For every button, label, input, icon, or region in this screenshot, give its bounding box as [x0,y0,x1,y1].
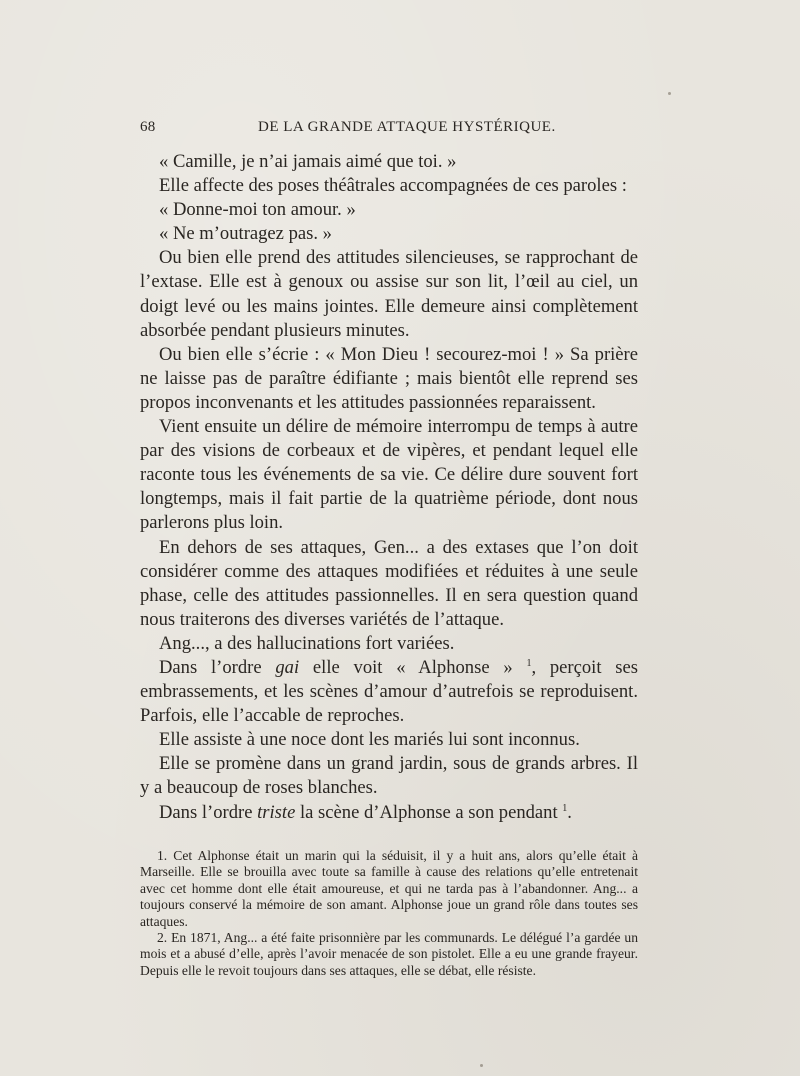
footnote: 2. En 1871, Ang... a été faite prisonnière par les communards. Le délégué l’a gardée un mois et a abusé d’elle, après l’avoir menacée de son pistolet. Elle a eu une grande frayeur. Depuis elle le revoit toujours dans ses attaques, elle se débat, elle résiste. [140,930,638,978]
paragraph [140,801,638,825]
text-run: Dans l’ordre [159,656,276,678]
paragraph [140,656,638,728]
footnote-ref: 1 [526,657,532,669]
running-title: DE LA GRANDE ATTAQUE HYSTÉRIQUE. [258,119,556,135]
paragraph: Elle affecte des poses théâtrales accompagnées de ces paroles : [159,175,627,197]
paragraph: Elle assiste à une noce dont les mariés lui sont inconnus. [159,729,580,751]
paragraph: « Donne-moi ton amour. » [159,199,356,221]
paragraph: Vient ensuite un délire de mémoire interrompu de temps à autre par des visions de corbeaux et de vipères, et pendant lequel elle raconte tous les événements de sa vie. Ce délire dure souvent fort longtemps, mais il fait partie de la quatrième période, dont nous parlerons plus loin. [140,416,638,534]
paragraph: Elle se promène dans un grand jardin, sous de grands arbres. Il y a beaucoup de roses blanches. [140,753,638,799]
text-run: Dans l’ordre [159,801,258,823]
paper-speck [668,92,671,95]
paragraph: En dehors de ses attaques, Gen... a des extases que l’on doit considérer comme des attaques modifiées et réduites à une seule phase, celle des attitudes passionnelles. Il en sera question quand nous traiterons des diverses variétés de l’attaque. [140,536,638,630]
text-run: . [567,801,572,823]
italic-term: gai [275,656,300,678]
page-number: 68 [140,119,156,135]
text-run: , perçoit ses embrassements, et les scènes d’amour d’autrefois se reproduisent. Parfois, elle l’accable de reproches. [140,656,638,727]
footnote-ref: 1 [562,802,568,814]
italic-term: triste [257,801,296,823]
paragraph: « Camille, je n’ai jamais aimé que toi. » [159,151,457,172]
paragraph: « Ne m’outragez pas. » [159,223,332,245]
paragraph: Ou bien elle s’écrie : « Mon Dieu ! secourez-moi ! » Sa prière ne laisse pas de paraître édifiante ; mais bientôt elle reprend ses propos inconvenants et les attitudes passionnées reparaissent. [140,343,638,413]
text-run: la scène d’Alphonse a son pendant [295,801,563,823]
paragraph: Ou bien elle prend des attitudes silencieuses, se rapprochant de l’extase. Elle est à genoux ou assise sur son lit, l’œil au ciel, un doigt levé ou les mains jointes. Elle demeure ainsi complètement absorbée pendant plusieurs minutes. [140,247,638,341]
main-text [140,150,638,825]
paragraph: Ang..., a des hallucinations fort variées. [159,632,455,654]
footnotes [140,848,638,979]
page-header [140,119,620,141]
paper-speck [480,1064,483,1067]
footnote: 1. Cet Alphonse était un marin qui la séduisit, il y a huit ans, alors qu’elle était à Marseille. Elle se brouilla avec toute sa famille à cause des relations qu’elle entretenait avec cet homme dont elle était amoureuse, et qui ne tarda pas à l’abandonner. Ang... a toujours conservé la mémoire de son amant. Alphonse joue un grand rôle dans toutes ses attaques. [140,848,638,929]
text-run: elle voit « Alphonse » [299,656,527,678]
